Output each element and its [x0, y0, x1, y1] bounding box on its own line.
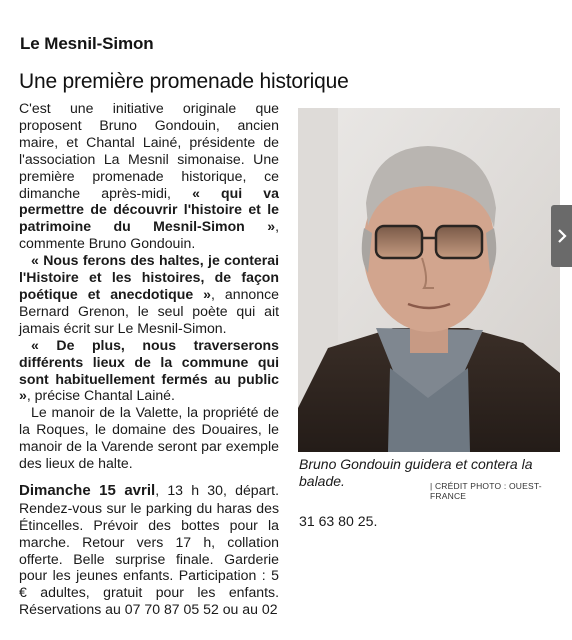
quote-grenon: « Nous ferons des haltes, je conterai l'Histoire et les histoires, de façon poétique et anecdotique » [19, 252, 279, 302]
paragraph-intro: C'est une initiative originale que proposent Bruno Gondouin, ancien maire, et Chantal Lainé, présidente de l'association La Mesnil simonaise. Une première promenade historique, ce dimanche après-midi, « qui va permettre de découvrir l'histoire et le patrimoine du Mesnil-Simon », commente Bruno Gondouin. [19, 100, 279, 252]
event-date: Dimanche 15 avril [19, 481, 156, 499]
article-kicker: Le Mesnil-Simon [20, 34, 154, 53]
photo-credit: | CRÉDIT PHOTO : OUEST-FRANCE [430, 481, 542, 501]
paragraph-practical-continued: 31 63 80 25. [299, 513, 378, 529]
portrait-illustration [298, 108, 560, 452]
paragraph-practical: Dimanche 15 avril, 13 h 30, départ. Rendez-vous sur le parking du haras des Étincelles. Prévoir des bottes pour la marche. Retour vers 17 h, collation offerte. Belle surprise finale. Garderie pour les jeunes enfants. Participation : 5 € adultes, gratuit pour les enfants. Réservations au 07 70 87 05 52 ou au 02 [19, 481, 279, 618]
article-headline: Une première promenade historique [19, 70, 349, 93]
paragraph-haltes: Le manoir de la Valette, la propriété de la Roques, le domaine des Douaires, le manoir de la Varende seront par exemple des lieux de halte. [19, 404, 279, 472]
quote-gondouin: « qui va permettre de découvrir l'histoire et le patrimoine du Mesnil-Simon » [19, 184, 279, 235]
chevron-right-icon [557, 228, 567, 244]
paragraph-laine: « De plus, nous traverserons différents lieux de la commune qui sont habituellement fermés au public », précise Chantal Lainé. [19, 336, 279, 404]
article-body-left [19, 100, 279, 618]
article-body-right [299, 513, 559, 530]
portrait-photo [298, 108, 560, 452]
next-page-button[interactable] [551, 205, 572, 267]
paragraph-grenon: « Nous ferons des haltes, je conterai l'Histoire et les histoires, de façon poétique et anecdotique », annonce Bernard Grenon, le seul poète qui ait jamais écrit sur Le Mesnil-Simon. [19, 252, 279, 336]
quote-laine: « De plus, nous traverserons différents lieux de la commune qui sont habituellement fermés au public » [19, 336, 279, 404]
photo-caption: Bruno Gondouin guidera et contera la balade. [299, 456, 533, 489]
